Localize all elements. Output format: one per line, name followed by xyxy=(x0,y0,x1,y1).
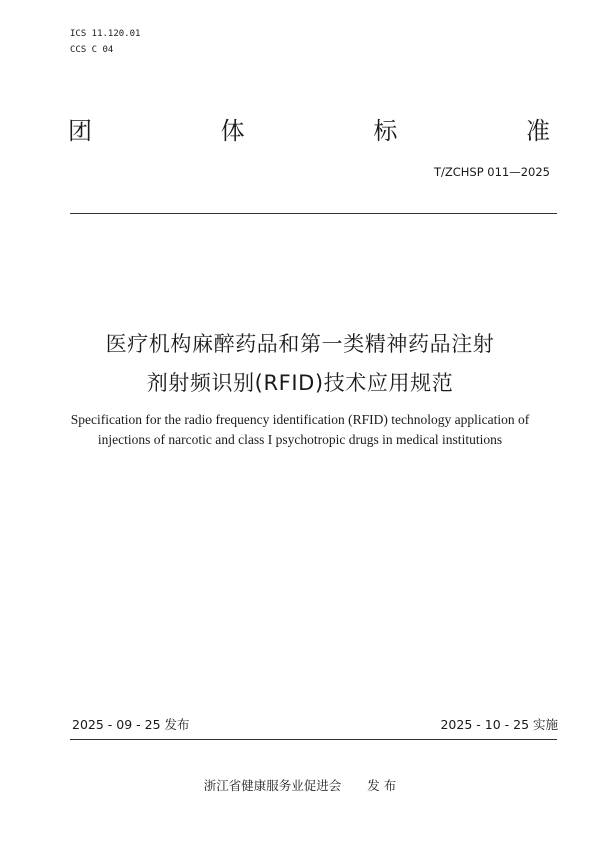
title-chinese-line-1: 医疗机构麻醉药品和第一类精神药品注射 xyxy=(105,332,495,356)
footer-divider xyxy=(70,739,557,740)
standard-type-char: 标 xyxy=(373,117,398,145)
publish-action: 发 布 xyxy=(367,778,397,793)
standard-type-char: 团 xyxy=(68,117,92,145)
publisher-name: 浙江省健康服务业促进会 xyxy=(203,778,342,793)
issue-date: 2025 - 09 - 25 发布 xyxy=(72,717,190,732)
standard-number: T/ZCHSP 011—2025 xyxy=(433,165,550,179)
title-english-line-2: injections of narcotic and class I psychotropic drugs in medical institutions xyxy=(97,432,503,447)
publisher-line xyxy=(0,776,600,794)
ccs-code: CCS C 04 xyxy=(70,45,114,55)
standard-type-char: 准 xyxy=(525,117,550,145)
header-divider xyxy=(70,213,557,214)
implementation-date: 2025 - 10 - 25 实施 xyxy=(440,717,558,732)
ics-code: ICS 11.120.01 xyxy=(70,29,141,39)
standard-type-heading xyxy=(68,116,550,150)
title-chinese-line-2: 剂射频识别(RFID)技术应用规范 xyxy=(146,371,454,395)
title-english-line-1: Specification for the radio frequency identification (RFID) technology application of xyxy=(70,412,530,427)
standard-type-char: 体 xyxy=(220,117,245,145)
